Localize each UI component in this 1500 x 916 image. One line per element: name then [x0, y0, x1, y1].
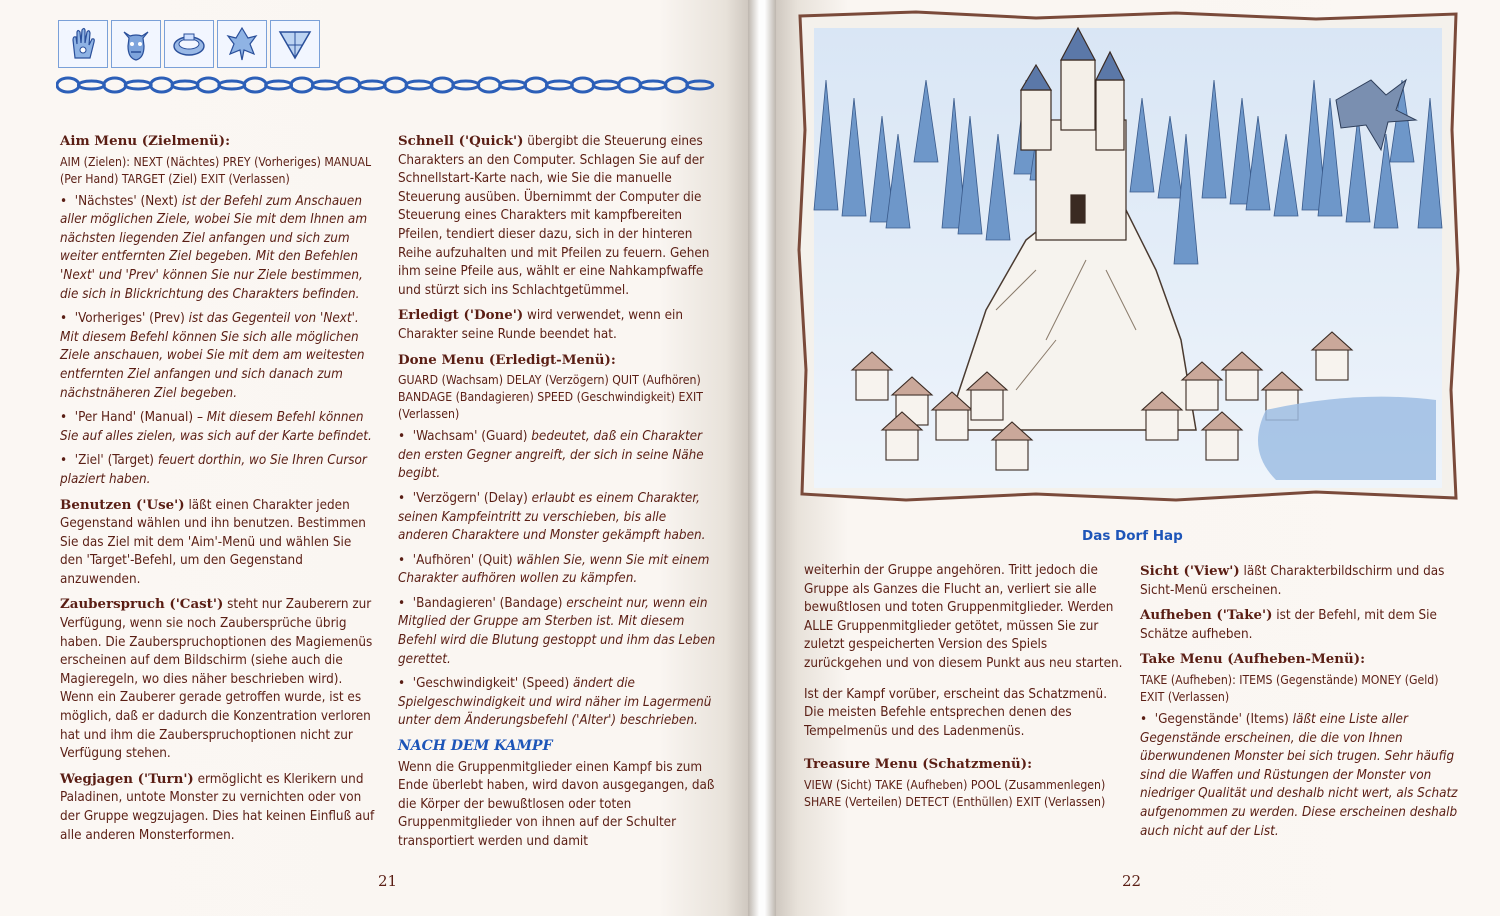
- view-text: läßt Charakterbildschirm und das Sicht-Menü erscheinen.: [1140, 564, 1445, 598]
- items-text: läßt eine Liste aller Gegenstände erscheinen, die die von Ihnen überwundenen Monster bei sich trugen. Sehr häufig sind die Waffen und Rüstungen der Monster von niedriger Qualität und deshalb nicht wert, als Schatz aufgenommen zu werden. Diese erscheinen deshalb auch nicht auf der List.: [1140, 711, 1458, 839]
- guard-lead: 'Wachsam' (Guard): [412, 429, 528, 445]
- target-text: feuert dorthin, wo Sie Ihren Cursor plaziert haben.: [60, 453, 367, 487]
- done-lead: Erledigt ('Done'): [398, 307, 524, 324]
- take-lead: Aufheben ('Take'): [1140, 607, 1273, 624]
- prev-paragraph: [60, 310, 376, 403]
- chain-link: [338, 78, 360, 92]
- chain-link: [431, 78, 453, 92]
- treasure-menu-heading: Treasure Menu (Schatzmenü):: [804, 756, 1033, 773]
- chain-link: [172, 81, 198, 89]
- chain-link: [572, 78, 594, 92]
- house-wall: [1146, 410, 1178, 440]
- chain-link: [453, 81, 479, 89]
- chain-link: [665, 78, 687, 92]
- quick-lead: Schnell ('Quick'): [398, 133, 524, 149]
- page-number-left: 21: [378, 872, 398, 890]
- take-menu-commands: TAKE (Aufheben): ITEMS (Gegenstände) MONEY (Geld) EXIT (Verlassen): [1140, 672, 1439, 704]
- quick-paragraph: [398, 132, 716, 300]
- delay-paragraph: [398, 490, 716, 546]
- quick-text: übergibt die Steuerung eines Charakters an den Computer. Schlagen Sie auf der Schnellstart-Karte nach, wie Sie die manuelle Steuerung ausüben. Übernimmt der Computer die Steuerung eines Charakters mit kampfbereiten Pfeilen, tendiert dieser dazu, sich in der hinteren Reihe aufzuhalten und mit Pfeilen zu feuern. Gehen ihm seine Pfeile aus, wählt er eine Nahkampfwaffe und stürzt sich ins Schlachtgetümmel.: [398, 134, 710, 298]
- left-page: [0, 0, 748, 916]
- illustration-caption: Das Dorf Hap: [1082, 528, 1183, 544]
- delay-text: erlaubt es einem Charakter, seinen Kampfeintritt zu verschieben, bis alle anderen Charaktere und Monster gekämpft haben.: [398, 490, 706, 544]
- treasure-menu-commands: VIEW (Sicht) TAKE (Aufheben) POOL (Zusammenlegen) SHARE (Verteilen) DETECT (Enthüllen) EXIT (Verlassen): [804, 777, 1106, 809]
- done-text: wird verwendet, wenn ein Charakter seine Runde beendet hat.: [398, 308, 684, 342]
- target-lead: 'Ziel' (Target): [74, 453, 154, 469]
- guard-paragraph: [398, 428, 716, 484]
- bandage-lead: 'Bandagieren' (Bandage): [412, 595, 563, 611]
- chain-link: [500, 81, 526, 89]
- speed-lead: 'Geschwindigkeit' (Speed): [412, 676, 570, 692]
- house-wall: [856, 370, 888, 400]
- house-wall: [971, 390, 1003, 420]
- cast-text: steht nur Zauberern zur Verfügung, wenn sie noch Zaubersprüche übrig haben. Die Zauberspruchoptionen des Magiemenüs erscheinen auf dem Bildschirm (siehe auch die Magieregeln, wo dies näher beschrieben wird). Wenn ein Zauberer gerade getroffen wurde, ist es möglich, daß er dadurch die Konzentration verloren hat und ihm die Zauberspruchoptionen nicht zur Verfügung stehen.: [60, 597, 373, 762]
- chain-link: [151, 78, 173, 92]
- house-wall: [1226, 370, 1258, 400]
- items-lead: 'Gegenstände' (Items): [1154, 711, 1289, 727]
- next-paragraph: [60, 193, 376, 305]
- page-number-right: 22: [1122, 872, 1142, 890]
- dragon-icon: [217, 20, 267, 68]
- items-paragraph: [1140, 711, 1458, 841]
- house-wall: [1206, 430, 1238, 460]
- house-wall: [1316, 350, 1348, 380]
- quit-lead: 'Aufhören' (Quit): [412, 552, 513, 568]
- chain-link: [78, 81, 104, 89]
- chain-link: [104, 78, 126, 92]
- chain-link: [478, 78, 500, 92]
- aim-menu-heading: Aim Menu (Zielmenü):: [60, 133, 231, 149]
- view-lead: Sicht ('View'): [1140, 563, 1240, 579]
- house-wall: [936, 410, 968, 440]
- prev-lead: 'Vorheriges' (Prev): [74, 311, 185, 327]
- chain-link: [359, 81, 385, 89]
- delay-lead: 'Verzögern' (Delay): [412, 490, 528, 506]
- take-menu-heading: Take Menu (Aufheben-Menü):: [1140, 651, 1366, 668]
- quit-text: wählen Sie, wenn Sie mit einem Charakter aufhören wollen zu kämpfen.: [398, 552, 710, 587]
- continued-paragraph: weiterhin der Gruppe angehören. Tritt jedoch die Gruppe als Ganzes die Flucht an, verliert sie alle bewußtlosen und toten Gruppenmitglieder. Werden ALLE Gruppenmitglieder getötet, müssen Sie zur zuletzt gespeicherten Version des Spiels zurückgehen und von diesem Punkt aus neu starten.: [804, 563, 1123, 671]
- book-gutter: [748, 0, 776, 916]
- after-combat-heading: NACH DEM KAMPF: [398, 738, 553, 755]
- chain-divider: [56, 74, 716, 96]
- guard-text: bedeutet, daß ein Charakter den ersten Gegner angreift, der sich in seine Nähe begibt.: [398, 429, 704, 482]
- right-column-2: [1140, 562, 1458, 847]
- turn-text: ermöglicht es Klerikern und Paladinen, untote Monster zu vernichten oder von der Gruppe wegzujagen. Dies hat keinen Einfluß auf alle anderen Monsterformen.: [60, 771, 375, 843]
- left-column-2: [398, 132, 716, 858]
- chain-link: [57, 78, 79, 92]
- chain-link: [385, 78, 407, 92]
- use-paragraph: [60, 496, 376, 590]
- use-text: läßt einen Charakter jeden Gegenstand wählen und ihn benutzen. Bestimmen Sie das Ziel mit dem 'Aim'-Menü und wählen Sie den 'Target'-Befehl, um den Gegenstand anzuwenden.: [60, 497, 366, 587]
- chain-link: [687, 81, 713, 89]
- house-wall: [996, 440, 1028, 470]
- take-text: ist der Befehl, mit dem Sie Schätze aufheben.: [1140, 608, 1437, 642]
- village-illustration: [796, 10, 1460, 502]
- target-paragraph: [60, 452, 376, 489]
- chain-link: [525, 78, 547, 92]
- triangle-icon: [270, 20, 320, 68]
- prev-text: ist das Gegenteil von 'Next'. Mit diesem Befehl können Sie sich alle möglichen Ziele anschauen, wobei Sie mit dem am weitesten entfernten Ziel anfangen und sich danach zum nächstnäheren Ziel begeben.: [60, 311, 365, 401]
- house-wall: [886, 430, 918, 460]
- speed-text: ändert die Spielgeschwindigkeit und wird näher im Lagermenü unter dem Änderungsbefehl ('Alter') beschrieben.: [398, 676, 712, 729]
- chain-link: [266, 81, 292, 89]
- next-text: ist der Befehl zum Anschauen aller möglichen Ziele, wobei Sie mit dem Ihnen am nächsten liegenden Ziel anfangen und sich zum weiter entfernten Ziel begeben. Mit den Befehlen 'Next' und 'Prev' können Sie nur Ziele bestimmen, die sich in Blickrichtung des Charakters befinden.: [60, 193, 368, 302]
- combat-over-paragraph: Ist der Kampf vorüber, erscheint das Schatzmenü. Die meisten Befehle entsprechen denen des Tempelmenüs und des Ladenmenüs.: [804, 686, 1108, 739]
- chain-link: [291, 78, 313, 92]
- cast-paragraph: [60, 595, 376, 763]
- demon-head-icon: [111, 20, 161, 68]
- done-menu-heading: Done Menu (Erledigt-Menü):: [398, 351, 616, 368]
- aim-menu-commands: AIM (Zielen): NEXT (Nächtes) PREY (Vorheriges) MANUAL (Per Hand) TARGET (Ziel) EXIT (Verlassen): [60, 154, 372, 186]
- chain-link: [619, 78, 641, 92]
- bandage-text: erscheint nur, wenn ein Mitglied der Gruppe am Sterben ist. Mit diesem Befehl wird die Blutung gestoppt und ihm das Leben gerettet.: [398, 595, 716, 667]
- next-lead: 'Nächstes' (Next): [74, 193, 178, 209]
- chain-link: [546, 81, 572, 89]
- manual-lead: 'Per Hand' (Manual): [74, 410, 194, 426]
- done-paragraph: [398, 306, 716, 344]
- take-paragraph: [1140, 606, 1458, 644]
- use-lead: Benutzen ('Use'): [60, 496, 185, 513]
- chain-link: [197, 78, 219, 92]
- left-column-1: [60, 132, 376, 851]
- chain-link: [640, 81, 666, 89]
- chain-link: [406, 81, 432, 89]
- after-combat-paragraph: Wenn die Gruppenmitglieder einen Kampf bis zum Ende überlebt haben, wird davon ausgegangen, daß die Körper der bewußtlosen oder toten Gruppenmitglieder von ihnen auf der Schulter transportiert werden und damit: [398, 759, 715, 849]
- chain-link: [244, 78, 266, 92]
- manual-text: – Mit diesem Befehl können Sie auf alles zielen, was sich auf der Karte befindet.: [60, 410, 372, 444]
- turn-paragraph: [60, 770, 376, 845]
- chain-link: [312, 81, 338, 89]
- speed-paragraph: [398, 675, 716, 731]
- done-menu-commands: GUARD (Wachsam) DELAY (Verzögern) QUIT (Aufhören) BANDAGE (Bandagieren) SPEED (Geschwindigkeit) EXIT (Verlassen): [398, 373, 703, 422]
- hand-icon: [58, 20, 108, 68]
- chain-link: [219, 81, 245, 89]
- right-page: [776, 0, 1500, 916]
- ring-icon: [164, 20, 214, 68]
- right-column-1: [804, 562, 1126, 816]
- quit-paragraph: [398, 552, 716, 589]
- icon-row: [58, 20, 320, 68]
- cast-lead: Zauberspruch ('Cast'): [60, 596, 224, 613]
- manual-paragraph: [60, 409, 376, 446]
- chain-link: [593, 81, 619, 89]
- house-wall: [1186, 380, 1218, 410]
- turn-lead: Wegjagen ('Turn'): [60, 770, 194, 787]
- bandage-paragraph: [398, 595, 716, 669]
- chain-link: [125, 81, 151, 89]
- view-paragraph: [1140, 562, 1458, 600]
